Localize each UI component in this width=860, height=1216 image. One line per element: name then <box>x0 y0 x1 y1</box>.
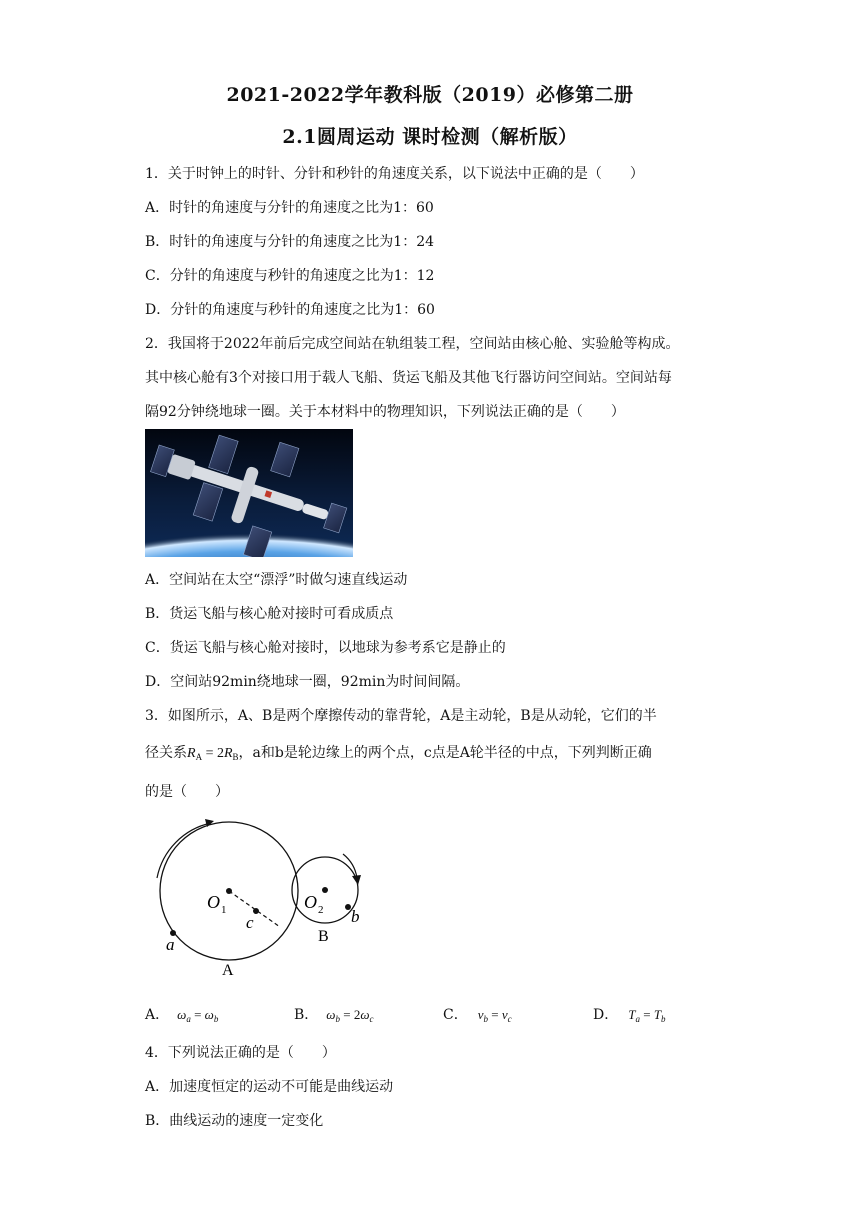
point-c <box>253 908 259 914</box>
wheel-a-rotation-arrow <box>157 823 211 878</box>
wheel-b-arrowhead <box>352 875 361 885</box>
q3-stem-line1: 3．如图所示，A、B是两个摩擦传动的靠背轮，A是主动轮，B是从动轮，它们的半 <box>145 708 657 724</box>
label-o1: O <box>207 892 220 912</box>
space-station-photo <box>145 429 353 557</box>
q3-option-d-label: D． <box>593 1007 619 1023</box>
label-o2: O <box>304 892 317 912</box>
q3-option-d <box>593 1004 666 1024</box>
label-o1-subscript: 1 <box>221 904 227 916</box>
q3-option-b-formula: $\omega_b = 2\omega_c$ <box>326 1007 374 1024</box>
friction-wheels-diagram <box>145 815 375 980</box>
q4-option-b: B．曲线运动的速度一定变化 <box>145 1113 324 1129</box>
q3-option-d-formula: $T_a = T_b$ <box>628 1007 666 1024</box>
q2-stem-line1: 2．我国将于2022年前后完成空间站在轨组装工程，空间站由核心舱、实验舱等构成。 <box>145 336 680 352</box>
q3-stem-line3: 的是（ ） <box>145 784 229 800</box>
label-wheel-b: B <box>318 928 329 945</box>
q1-stem: 1．关于时钟上的时针、分针和秒针的角速度关系，以下说法中正确的是（ ） <box>145 166 644 182</box>
q3-option-b-label: B． <box>294 1007 319 1023</box>
q1-option-d: D．分针的角速度与秒针的角速度之比为1：60 <box>145 302 435 318</box>
document-title-line1: 2021-2022学年教科版（2019）必修第二册 <box>226 84 634 106</box>
label-a: a <box>166 935 175 954</box>
q4-stem: 4．下列说法正确的是（ ） <box>145 1045 336 1061</box>
q3-stem-line2-pre: 径关系 <box>145 745 187 761</box>
q2-option-b: B．货运飞船与核心舱对接时可看成质点 <box>145 606 394 622</box>
q2-option-d: D．空间站92min绕地球一圈，92min为时间间隔。 <box>145 674 470 690</box>
q3-option-a-label: A． <box>145 1007 170 1023</box>
q3-stem-line2 <box>145 742 652 762</box>
point-o1 <box>226 888 232 894</box>
q3-option-a <box>145 1004 218 1024</box>
q2-option-c: C．货运飞船与核心舱对接时，以地球为参考系它是静止的 <box>145 640 506 656</box>
label-c: c <box>246 913 254 932</box>
label-o2-subscript: 2 <box>318 904 324 916</box>
document-title-line2: 2.1圆周运动 课时检测（解析版） <box>282 126 578 148</box>
q3-option-c <box>443 1004 512 1024</box>
q2-stem-line3: 隔92分钟绕地球一圈。关于本材料中的物理知识，下列说法正确的是（ ） <box>145 404 625 420</box>
radius-relation-formula: $R_A = 2R_B$ <box>187 746 239 762</box>
q4-option-a: A．加速度恒定的运动不可能是曲线运动 <box>145 1079 394 1095</box>
q3-option-c-formula: $v_b = v_c$ <box>477 1007 512 1024</box>
q3-option-c-label: C． <box>443 1007 468 1023</box>
wheel-b-rotation-arrow <box>343 854 357 878</box>
q1-option-c: C．分针的角速度与秒针的角速度之比为1：12 <box>145 268 435 284</box>
q1-option-a: A．时针的角速度与分针的角速度之比为1：60 <box>145 200 434 216</box>
label-b: b <box>351 907 360 926</box>
point-o2 <box>322 887 328 893</box>
q2-stem-line2: 其中核心舱有3个对接口用于载人飞船、货运飞船及其他飞行器访问空间站。空间站每 <box>145 370 672 386</box>
q3-stem-line2-post: ，a和b是轮边缘上的两个点，c点是A轮半径的中点，下列判断正确 <box>238 745 652 761</box>
q3-option-a-formula: $\omega_a = \omega_b$ <box>177 1007 219 1024</box>
q3-option-b <box>294 1004 374 1024</box>
q1-option-b: B．时针的角速度与分针的角速度之比为1：24 <box>145 234 435 250</box>
label-wheel-a: A <box>222 962 234 979</box>
q2-option-a: A．空间站在太空“漂浮”时做匀速直线运动 <box>145 572 408 588</box>
